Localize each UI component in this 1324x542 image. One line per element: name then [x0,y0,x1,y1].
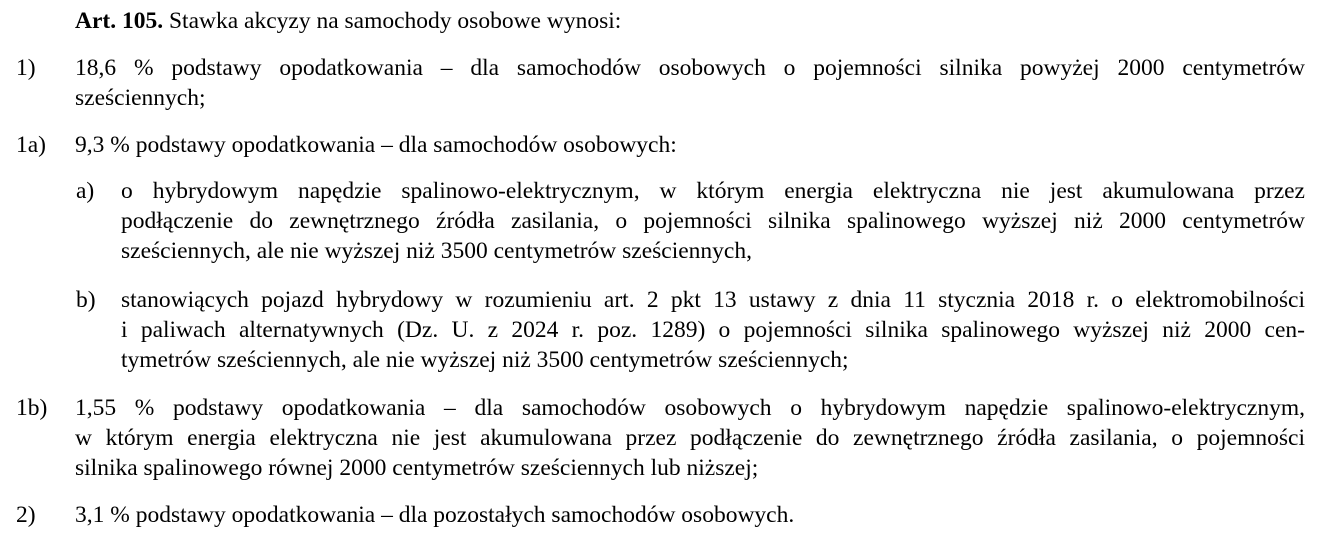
sub-item-marker: a) [76,178,95,204]
text-line: sześciennych; [75,85,206,111]
sub-item-text [121,176,1305,266]
text-line: 1,55 % podstawy opodatkowania – dla samochodów osobowych o hybrydowym napędzie spalinowo-elektrycznym, [75,395,1305,421]
text-line: w którym energia elektryczna nie jest akumulowana przez podłączenie do zewnętrznego źródła zasilania, o pojemności [75,425,1305,451]
sub-item-marker: b) [76,287,96,313]
text-line: i paliwach alternatywnych (Dz. U. z 2024 r. poz. 1289) o pojemności silnika spalinowego wyższej niż 2000 cen- [121,317,1305,343]
sub-item-text [121,285,1305,375]
text-line: podłączenie do zewnętrznego źródła zasilania, o pojemności silnika spalinowego wyższej niż 2000 centymetrów [121,208,1305,234]
item-text [75,130,1305,160]
item-text [75,53,1305,113]
article-heading [75,6,621,36]
item-marker: 2) [16,502,36,528]
text-line: 18,6 % podstawy opodatkowania – dla samochodów osobowych o pojemności silnika powyżej 2000 centymetrów [75,55,1305,81]
list-item-1b [0,393,1305,483]
text-line: stanowiących pojazd hybrydowy w rozumieniu art. 2 pkt 13 ustawy z dnia 11 stycznia 2018 r. o elektromobilności [121,287,1305,313]
list-item-1 [0,53,1305,113]
text-line: o hybrydowym napędzie spalinowo-elektrycznym, w którym energia elektryczna nie jest akumulowana przez [121,178,1305,204]
text-line: tymetrów sześciennych, ale nie wyższej niż 3500 centymetrów sześciennych; [121,347,849,373]
item-text [75,393,1305,483]
sub-item-a [0,176,1305,266]
article-intro: Stawka akcyzy na samochody osobowe wynosi: [163,8,622,34]
item-text [75,500,1305,530]
item-marker: 1) [16,55,36,81]
list-item-2 [0,500,1305,530]
item-marker: 1a) [16,132,47,158]
list-item-1a [0,130,1305,160]
text-line: 3,1 % podstawy opodatkowania – dla pozostałych samochodów osobowych. [75,502,795,528]
item-marker: 1b) [16,395,48,421]
text-line: silnika spalinowego równej 2000 centymetrów sześciennych lub niższej; [75,455,759,481]
text-line: 9,3 % podstawy opodatkowania – dla samochodów osobowych: [75,132,677,158]
text-line: sześciennych, ale nie wyższej niż 3500 centymetrów sześciennych, [121,238,752,264]
sub-item-b [0,285,1305,375]
article-number: Art. 105. [75,8,164,34]
